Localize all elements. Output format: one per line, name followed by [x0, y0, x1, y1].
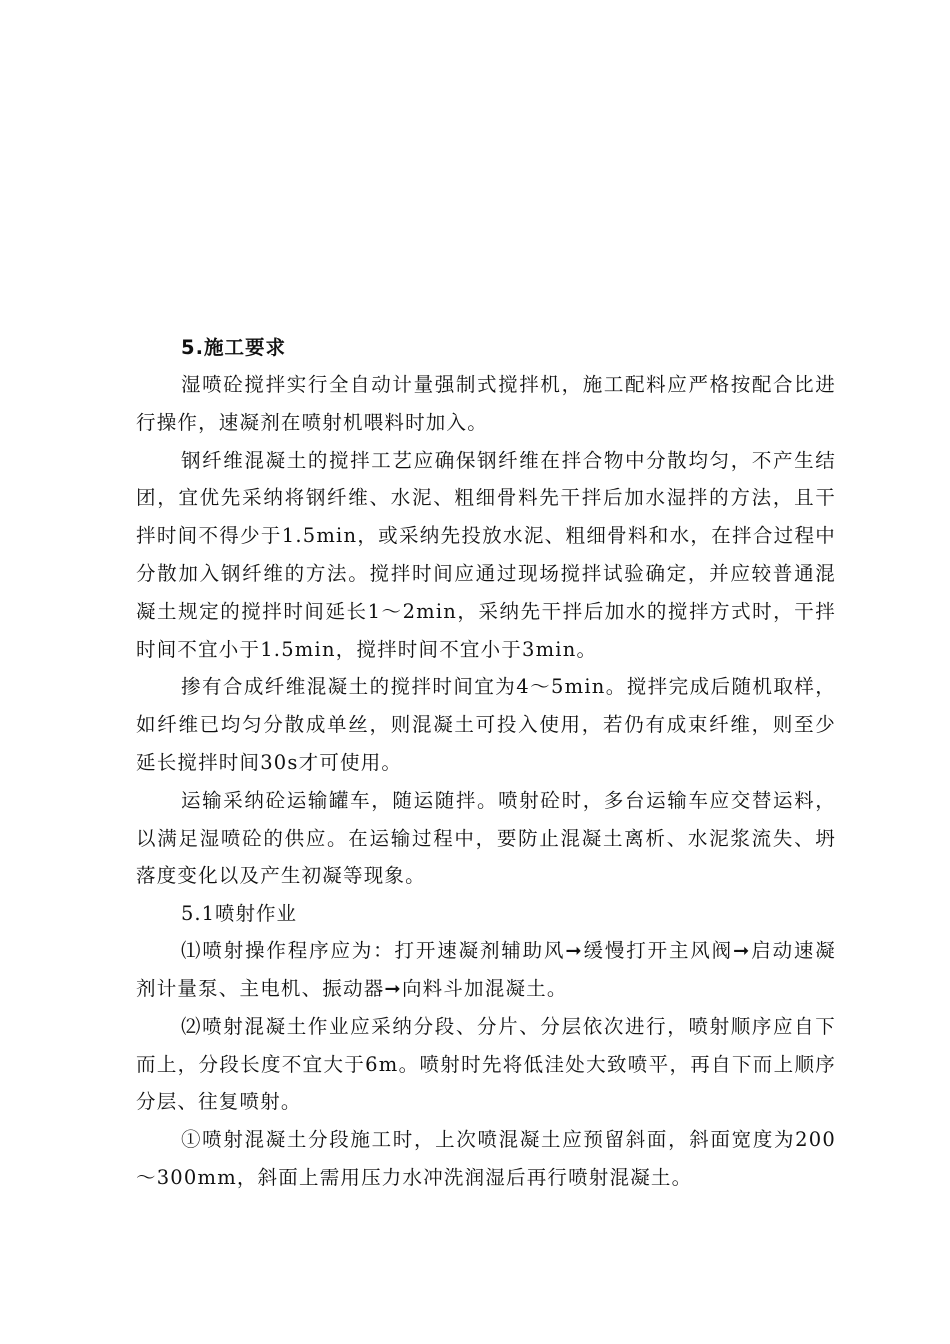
paragraph-steel-fiber-mixing: 钢纤维混凝土的搅拌工艺应确保钢纤维在拌合物中分散均匀，不产生结团，宜优先采纳将钢纤维、水泥、粗细骨料先干拌后加水湿拌的方法，且干拌时间不得少于1.5min，或采纳先投放水泥、粗细骨料和水，在拌合过程中分散加入钢纤维的方法。搅拌时间应通过现场搅拌试验确定，并应较普通混凝土规定的搅拌时间延长1～2min，采纳先干拌后加水的搅拌方式时，干拌时间不宜小于1.5min，搅拌时间不宜小于3min。	[136, 448, 836, 661]
document-body	[136, 329, 836, 1197]
paragraph-mixing-machine: 湿喷砼搅拌实行全自动计量强制式搅拌机，施工配料应严格按配合比进行操作，速凝剂在喷射机喂料时加入。	[136, 373, 836, 434]
paragraph-synthetic-fiber-mixing: 掺有合成纤维混凝土的搅拌时间宜为4～5min。搅拌完成后随机取样，如纤维已均匀分散成单丝，则混凝土可投入使用，若仍有成束纤维，则至少延长搅拌时间30s才可使用。	[136, 675, 836, 774]
paragraph-spray-procedure: ⑴喷射操作程序应为：打开速凝剂辅助风➞缓慢打开主风阀➞启动速凝剂计量泵、主电机、振动器➞向料斗加混凝土。	[136, 939, 836, 1000]
subsection-heading: 5.1喷射作业	[181, 902, 298, 926]
paragraph-transport: 运输采纳砼运输罐车，随运随拌。喷射砼时，多台运输车应交替运料，以满足湿喷砼的供应。在运输过程中，要防止混凝土离析、水泥浆流失、坍落度变化以及产生初凝等现象。	[136, 788, 836, 888]
paragraph-spray-sequence: ⑵喷射混凝土作业应采纳分段、分片、分层依次进行，喷射顺序应自下而上，分段长度不宜大于6m。喷射时先将低洼处大致喷平，再自下而上顺序分层、往复喷射。	[136, 1014, 836, 1114]
paragraph-segment-slope: ①喷射混凝土分段施工时，上次喷混凝土应预留斜面，斜面宽度为200～300mm，斜面上需用压力水冲洗润湿后再行喷射混凝土。	[136, 1128, 836, 1189]
section-heading: 5.施工要求	[181, 336, 286, 359]
